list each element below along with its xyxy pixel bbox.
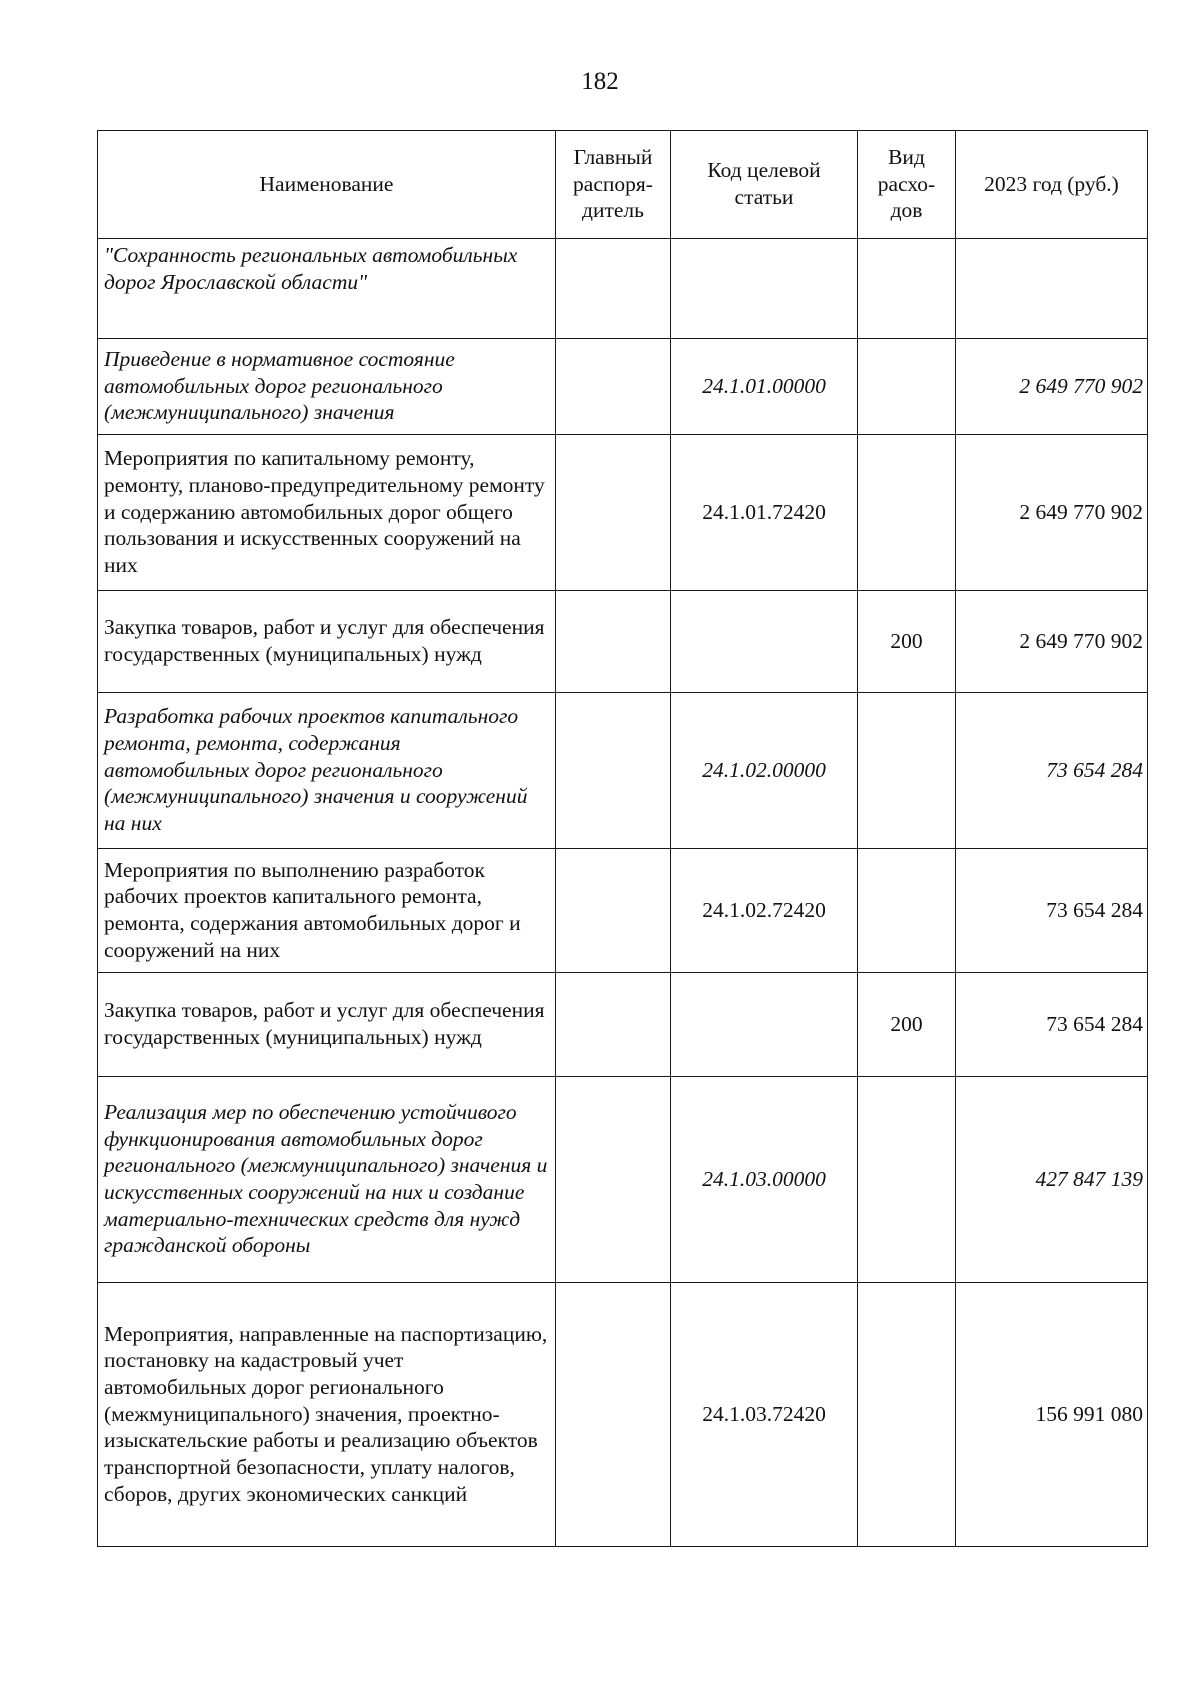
cell-sum: 2 649 770 902 <box>956 339 1148 435</box>
cell-sum: 73 654 284 <box>956 693 1148 849</box>
page-number: 182 <box>581 68 619 95</box>
cell-admin <box>556 849 671 973</box>
cell-code: 24.1.03.72420 <box>671 1283 858 1547</box>
cell-code: 24.1.01.72420 <box>671 435 858 591</box>
cell-name: Мероприятия по капитальному ремонту, ремонту, планово-предупредительному ремонту и содержанию автомобильных дорог общего пользования и искусственных сооружений на них <box>98 435 556 591</box>
cell-type: 200 <box>858 973 956 1077</box>
table-row <box>98 1077 1148 1283</box>
table-row <box>98 693 1148 849</box>
cell-name: Разработка рабочих проектов капитального ремонта, ремонта, содержания автомобильных дорог регионального (межмуниципального) значения и сооружений на них <box>98 693 556 849</box>
table-row <box>98 239 1148 339</box>
cell-type <box>858 1077 956 1283</box>
header-sum: 2023 год (руб.) <box>956 131 1148 239</box>
cell-admin <box>556 1077 671 1283</box>
cell-type <box>858 693 956 849</box>
cell-code <box>671 591 858 693</box>
cell-name: "Сохранность региональных автомобильных дорог Ярославской области" <box>98 239 556 339</box>
table-header-row <box>98 131 1148 239</box>
cell-admin <box>556 239 671 339</box>
cell-sum: 156 991 080 <box>956 1283 1148 1547</box>
header-type: Вид расхо-дов <box>858 131 956 239</box>
cell-code: 24.1.02.72420 <box>671 849 858 973</box>
header-code: Код целевой статьи <box>671 131 858 239</box>
header-name: Наименование <box>98 131 556 239</box>
cell-code: 24.1.02.00000 <box>671 693 858 849</box>
cell-name: Закупка товаров, работ и услуг для обеспечения государственных (муниципальных) нужд <box>98 591 556 693</box>
cell-type: 200 <box>858 591 956 693</box>
table-row <box>98 435 1148 591</box>
cell-type <box>858 849 956 973</box>
cell-name: Закупка товаров, работ и услуг для обеспечения государственных (муниципальных) нужд <box>98 973 556 1077</box>
cell-sum: 73 654 284 <box>956 973 1148 1077</box>
table-row <box>98 339 1148 435</box>
table-row <box>98 973 1148 1077</box>
header-admin: Главный распоря-дитель <box>556 131 671 239</box>
cell-name: Мероприятия по выполнению разработок рабочих проектов капитального ремонта, ремонта, содержания автомобильных дорог и сооружений на них <box>98 849 556 973</box>
cell-name: Приведение в нормативное состояние автомобильных дорог регионального (межмуниципального) значения <box>98 339 556 435</box>
budget-table <box>97 130 1148 1547</box>
cell-sum: 2 649 770 902 <box>956 435 1148 591</box>
cell-type <box>858 1283 956 1547</box>
cell-type <box>858 339 956 435</box>
cell-name: Реализация мер по обеспечению устойчивого функционирования автомобильных дорог регионального (межмуниципального) значения и искусственных сооружений на них и создание материально-технических средств для нужд гражданской обороны <box>98 1077 556 1283</box>
cell-sum: 427 847 139 <box>956 1077 1148 1283</box>
cell-sum: 73 654 284 <box>956 849 1148 973</box>
cell-admin <box>556 591 671 693</box>
cell-code: 24.1.01.00000 <box>671 339 858 435</box>
cell-sum <box>956 239 1148 339</box>
table-row <box>98 1283 1148 1547</box>
cell-type <box>858 239 956 339</box>
cell-admin <box>556 435 671 591</box>
cell-name: Мероприятия, направленные на паспортизацию, постановку на кадастровый учет автомобильных дорог регионального (межмуниципального) значения, проектно-изыскательские работы и реализацию объектов транспортной безопасности, уплату налогов, сборов, других экономических санкций <box>98 1283 556 1547</box>
cell-code: 24.1.03.00000 <box>671 1077 858 1283</box>
cell-code <box>671 239 858 339</box>
cell-code <box>671 973 858 1077</box>
cell-admin <box>556 339 671 435</box>
cell-admin <box>556 1283 671 1547</box>
cell-type <box>858 435 956 591</box>
cell-sum: 2 649 770 902 <box>956 591 1148 693</box>
cell-admin <box>556 693 671 849</box>
cell-admin <box>556 973 671 1077</box>
table-row <box>98 591 1148 693</box>
table-row <box>98 849 1148 973</box>
